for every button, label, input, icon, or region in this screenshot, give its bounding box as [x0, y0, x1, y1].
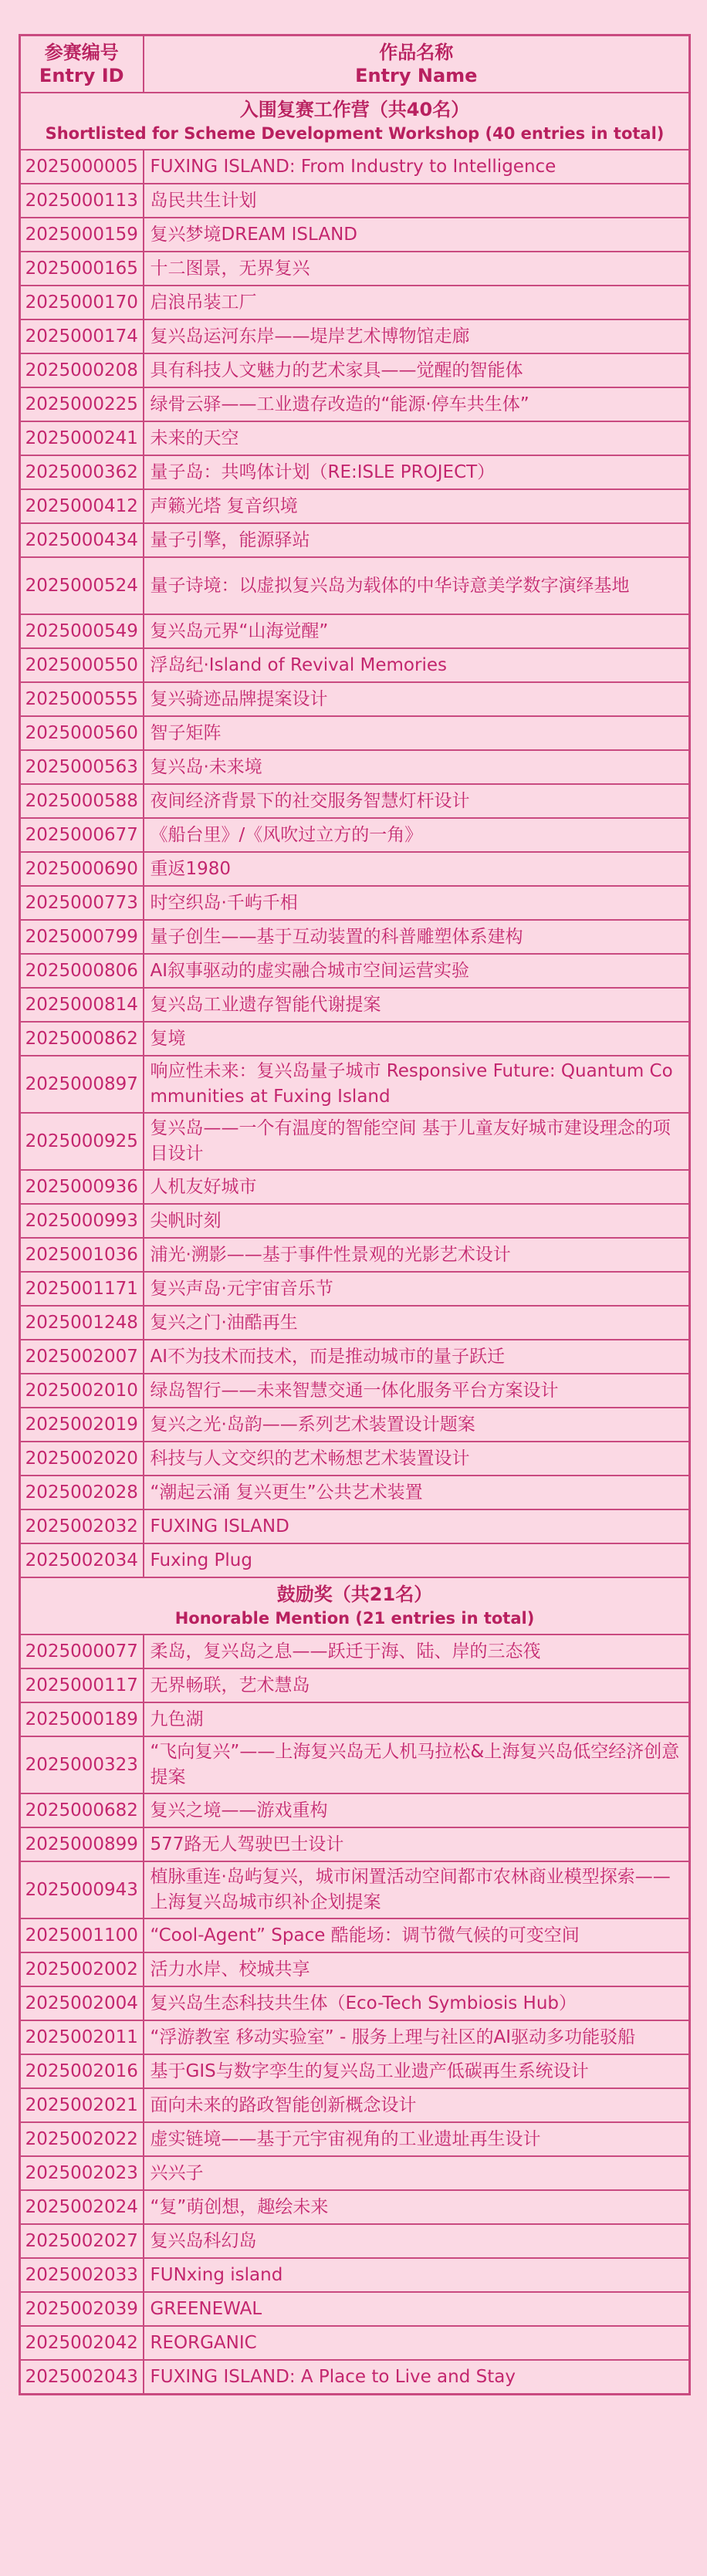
entry-id-cell: 2025000077: [20, 1635, 144, 1668]
table-row: [20, 557, 690, 614]
entry-id-cell: 2025001100: [20, 1918, 144, 1952]
section-title: [20, 1577, 690, 1635]
table-row: [20, 1827, 690, 1861]
entry-name-cell: 复兴岛科幻岛: [144, 2224, 690, 2258]
entry-id-cell: 2025000814: [20, 988, 144, 1022]
table-row: [20, 218, 690, 252]
table-row: [20, 920, 690, 954]
entry-id-cell: 2025000225: [20, 387, 144, 421]
entry-name-cell: “潮起云涌 复兴更生”公共艺术装置: [144, 1476, 690, 1509]
entry-name-cell: 复兴之门·油酷再生: [144, 1306, 690, 1340]
entry-id-cell: 2025000936: [20, 1170, 144, 1204]
table-row: [20, 150, 690, 184]
entry-id-cell: 2025002033: [20, 2258, 144, 2292]
entry-name-cell: 无界畅联，艺术慧岛: [144, 1668, 690, 1702]
entry-id-cell: 2025002020: [20, 1442, 144, 1476]
entry-name-cell: 绿岛智行——未来智慧交通一体化服务平台方案设计: [144, 1374, 690, 1408]
header-entry-name-en: Entry Name: [355, 65, 478, 86]
entry-id-cell: 2025002011: [20, 2020, 144, 2054]
table-row: [20, 1793, 690, 1827]
entry-id-cell: 2025002019: [20, 1408, 144, 1442]
table-row: [20, 1861, 690, 1918]
results-document: [19, 34, 688, 2395]
table-row: [20, 716, 690, 750]
table-header-row: [20, 35, 690, 93]
entry-name-cell: 智子矩阵: [144, 716, 690, 750]
entry-name-cell: FUNxing island: [144, 2258, 690, 2292]
entry-id-cell: 2025002022: [20, 2122, 144, 2156]
entry-id-cell: 2025000943: [20, 1861, 144, 1918]
entry-name-cell: “浮游教室 移动实验室” - 服务上理与社区的AI驱动多功能驳船: [144, 2020, 690, 2054]
table-row: [20, 1736, 690, 1793]
table-row: [20, 1668, 690, 1702]
entry-name-cell: “Cool-Agent” Space 酷能场：调节微气候的可变空间: [144, 1918, 690, 1952]
section-title-zh: 鼓励奖（共21名）: [276, 1584, 433, 1605]
table-row: [20, 2020, 690, 2054]
table-row: [20, 2326, 690, 2360]
entry-name-cell: 复兴声岛·元宇宙音乐节: [144, 1272, 690, 1306]
table-row: [20, 353, 690, 387]
entry-name-cell: 量子岛：共鸣体计划（RE:ISLE PROJECT）: [144, 455, 690, 489]
section-header-row: [20, 1577, 690, 1635]
entry-name-cell: FUXING ISLAND: A Place to Live and Stay: [144, 2360, 690, 2395]
header-entry-name: [144, 35, 690, 93]
header-entry-name-zh: 作品名称: [379, 42, 454, 63]
entry-name-cell: AI叙事驱动的虚实融合城市空间运营实验: [144, 954, 690, 988]
entry-name-cell: 兴兴子: [144, 2156, 690, 2190]
entry-name-cell: 量子引擎，能源驿站: [144, 523, 690, 557]
entry-name-cell: 复兴岛·未来境: [144, 750, 690, 784]
entry-id-cell: 2025000677: [20, 818, 144, 852]
entry-id-cell: 2025002004: [20, 1986, 144, 2020]
entry-name-cell: 浮岛纪·Island of Revival Memories: [144, 648, 690, 682]
entry-id-cell: 2025000323: [20, 1736, 144, 1793]
table-row: [20, 1340, 690, 1374]
entry-name-cell: 复兴岛运河东岸——堤岸艺术博物馆走廊: [144, 319, 690, 353]
entry-id-cell: 2025000174: [20, 319, 144, 353]
table-row: [20, 886, 690, 920]
entry-id-cell: 2025000208: [20, 353, 144, 387]
entry-id-cell: 2025000412: [20, 489, 144, 523]
table-row: [20, 523, 690, 557]
entry-name-cell: 虚实链境——基于元宇宙视角的工业遗址再生设计: [144, 2122, 690, 2156]
entry-id-cell: 2025002032: [20, 1509, 144, 1543]
entry-name-cell: 九色湖: [144, 1702, 690, 1736]
entry-id-cell: 2025000899: [20, 1827, 144, 1861]
entry-id-cell: 2025002016: [20, 2054, 144, 2088]
table-row: [20, 1374, 690, 1408]
entry-name-cell: 人机友好城市: [144, 1170, 690, 1204]
table-row: [20, 387, 690, 421]
entry-id-cell: 2025002043: [20, 2360, 144, 2395]
entry-name-cell: 复兴岛工业遗存智能代谢提案: [144, 988, 690, 1022]
entry-name-cell: 岛民共生计划: [144, 184, 690, 218]
entry-id-cell: 2025000563: [20, 750, 144, 784]
entry-name-cell: 基于GIS与数字孪生的复兴岛工业遗产低碳再生系统设计: [144, 2054, 690, 2088]
section-title-zh: 入围复赛工作营（共40名）: [239, 99, 470, 120]
section-header-row: [20, 93, 690, 150]
entry-id-cell: 2025000159: [20, 218, 144, 252]
entry-id-cell: 2025002042: [20, 2326, 144, 2360]
table-row: [20, 1022, 690, 1056]
table-row: [20, 784, 690, 818]
entry-id-cell: 2025000806: [20, 954, 144, 988]
table-row: [20, 2088, 690, 2122]
entry-name-cell: 声籁光塔 复音织境: [144, 489, 690, 523]
entry-name-cell: 未来的天空: [144, 421, 690, 455]
section-title-en: Shortlisted for Scheme Development Workshop (40 entries in total): [45, 124, 665, 143]
table-row: [20, 1056, 690, 1113]
entry-id-cell: 2025000165: [20, 252, 144, 286]
entry-id-cell: 2025000897: [20, 1056, 144, 1113]
entry-id-cell: 2025000862: [20, 1022, 144, 1056]
entry-name-cell: 复兴骑迹品牌提案设计: [144, 682, 690, 716]
entry-id-cell: 2025000555: [20, 682, 144, 716]
entry-id-cell: 2025002027: [20, 2224, 144, 2258]
table-row: [20, 1204, 690, 1238]
entry-id-cell: 2025000682: [20, 1793, 144, 1827]
entry-name-cell: 尖帆时刻: [144, 1204, 690, 1238]
entry-id-cell: 2025000005: [20, 150, 144, 184]
entry-id-cell: 2025002007: [20, 1340, 144, 1374]
table-row: [20, 988, 690, 1022]
table-row: [20, 682, 690, 716]
entry-name-cell: 柔岛，复兴岛之息——跃迁于海、陆、岸的三态筏: [144, 1635, 690, 1668]
header-entry-id-zh: 参赛编号: [44, 42, 119, 63]
entry-id-cell: 2025000117: [20, 1668, 144, 1702]
table-row: [20, 1952, 690, 1986]
entry-id-cell: 2025000588: [20, 784, 144, 818]
entry-name-cell: 量子诗境：以虚拟复兴岛为载体的中华诗意美学数字演绎基地: [144, 557, 690, 614]
entry-id-cell: 2025002021: [20, 2088, 144, 2122]
entry-name-cell: 响应性未来：复兴岛量子城市 Responsive Future: Quantum Communities at Fuxing Island: [144, 1056, 690, 1113]
entry-id-cell: 2025000773: [20, 886, 144, 920]
entry-name-cell: 复兴岛生态科技共生体（Eco-Tech Symbiosis Hub）: [144, 1986, 690, 2020]
entry-name-cell: FUXING ISLAND: From Industry to Intelligence: [144, 150, 690, 184]
table-row: [20, 421, 690, 455]
entry-id-cell: 2025000690: [20, 852, 144, 886]
entry-name-cell: “飞向复兴”——上海复兴岛无人机马拉松&上海复兴岛低空经济创意提案: [144, 1736, 690, 1793]
entry-name-cell: 绿骨云驿——工业遗存改造的“能源·停车共生体”: [144, 387, 690, 421]
entry-id-cell: 2025002010: [20, 1374, 144, 1408]
table-row: [20, 818, 690, 852]
entry-name-cell: 《船台里》/《风吹过立方的一角》: [144, 818, 690, 852]
table-row: [20, 1113, 690, 1170]
table-row: [20, 1702, 690, 1736]
entry-name-cell: AI不为技术而技术，而是推动城市的量子跃迁: [144, 1340, 690, 1374]
entry-name-cell: 启浪吊装工厂: [144, 286, 690, 319]
entry-name-cell: 面向未来的路政智能创新概念设计: [144, 2088, 690, 2122]
table-row: [20, 455, 690, 489]
table-row: [20, 1543, 690, 1577]
entry-name-cell: Fuxing Plug: [144, 1543, 690, 1577]
header-entry-id-en: Entry ID: [39, 65, 124, 86]
entry-id-cell: 2025000113: [20, 184, 144, 218]
table-row: [20, 1918, 690, 1952]
entry-name-cell: 复兴岛——一个有温度的智能空间 基于儿童友好城市建设理念的项目设计: [144, 1113, 690, 1170]
entry-name-cell: 时空织岛·千屿千相: [144, 886, 690, 920]
entry-id-cell: 2025000434: [20, 523, 144, 557]
entry-id-cell: 2025000362: [20, 455, 144, 489]
table-row: [20, 1476, 690, 1509]
entry-name-cell: 量子创生——基于互动装置的科普雕塑体系建构: [144, 920, 690, 954]
table-row: [20, 2224, 690, 2258]
entry-id-cell: 2025000560: [20, 716, 144, 750]
entry-id-cell: 2025001171: [20, 1272, 144, 1306]
table-row: [20, 2190, 690, 2224]
table-row: [20, 2122, 690, 2156]
section-title: [20, 93, 690, 150]
table-row: [20, 286, 690, 319]
table-row: [20, 1238, 690, 1272]
entry-name-cell: 复兴之光·岛韵——系列艺术装置设计题案: [144, 1408, 690, 1442]
entry-id-cell: 2025002039: [20, 2292, 144, 2326]
table-row: [20, 1986, 690, 2020]
entry-name-cell: 植脉重连·岛屿复兴，城市闲置活动空间都市农林商业模型探索——上海复兴岛城市织补企划提案: [144, 1861, 690, 1918]
table-row: [20, 319, 690, 353]
table-row: [20, 1306, 690, 1340]
entry-name-cell: 复兴之境——游戏重构: [144, 1793, 690, 1827]
table-row: [20, 852, 690, 886]
entry-id-cell: 2025000799: [20, 920, 144, 954]
entry-id-cell: 2025001248: [20, 1306, 144, 1340]
table-row: [20, 2054, 690, 2088]
entry-id-cell: 2025000993: [20, 1204, 144, 1238]
entry-id-cell: 2025002023: [20, 2156, 144, 2190]
entry-id-cell: 2025000549: [20, 614, 144, 648]
entry-id-cell: 2025002024: [20, 2190, 144, 2224]
table-row: [20, 1170, 690, 1204]
table-row: [20, 184, 690, 218]
entry-name-cell: 复境: [144, 1022, 690, 1056]
entry-id-cell: 2025002028: [20, 1476, 144, 1509]
table-row: [20, 2292, 690, 2326]
entry-name-cell: 复兴梦境DREAM ISLAND: [144, 218, 690, 252]
table-row: [20, 1408, 690, 1442]
entry-name-cell: 十二图景，无界复兴: [144, 252, 690, 286]
entry-name-cell: 夜间经济背景下的社交服务智慧灯杆设计: [144, 784, 690, 818]
table-row: [20, 2360, 690, 2395]
entry-name-cell: REORGANIC: [144, 2326, 690, 2360]
entry-id-cell: 2025000925: [20, 1113, 144, 1170]
table-row: [20, 648, 690, 682]
entry-id-cell: 2025000550: [20, 648, 144, 682]
table-body: [20, 93, 690, 2395]
entry-name-cell: “复”萌创想，趣绘未来: [144, 2190, 690, 2224]
entry-id-cell: 2025000189: [20, 1702, 144, 1736]
entry-name-cell: 577路无人驾驶巴士设计: [144, 1827, 690, 1861]
table-row: [20, 1635, 690, 1668]
entry-id-cell: 2025002034: [20, 1543, 144, 1577]
entry-name-cell: FUXING ISLAND: [144, 1509, 690, 1543]
table-row: [20, 252, 690, 286]
entry-name-cell: 复兴岛元界“山海觉醒”: [144, 614, 690, 648]
header-entry-id: [20, 35, 144, 93]
table-row: [20, 1272, 690, 1306]
table-row: [20, 614, 690, 648]
entry-name-cell: 科技与人文交织的艺术畅想艺术装置设计: [144, 1442, 690, 1476]
entry-name-cell: GREENEWAL: [144, 2292, 690, 2326]
entry-name-cell: 具有科技人文魅力的艺术家具——觉醒的智能体: [144, 353, 690, 387]
entry-id-cell: 2025000241: [20, 421, 144, 455]
entry-name-cell: 浦光·溯影——基于事件性景观的光影艺术设计: [144, 1238, 690, 1272]
table-row: [20, 489, 690, 523]
table-row: [20, 750, 690, 784]
table-row: [20, 1442, 690, 1476]
table-row: [20, 954, 690, 988]
entry-id-cell: 2025001036: [20, 1238, 144, 1272]
table-row: [20, 2156, 690, 2190]
table-row: [20, 1509, 690, 1543]
section-title-en: Honorable Mention (21 entries in total): [174, 1609, 535, 1628]
results-table: [19, 34, 691, 2395]
entry-id-cell: 2025000170: [20, 286, 144, 319]
entry-id-cell: 2025000524: [20, 557, 144, 614]
entry-name-cell: 重返1980: [144, 852, 690, 886]
table-row: [20, 2258, 690, 2292]
entry-name-cell: 活力水岸、校城共享: [144, 1952, 690, 1986]
entry-id-cell: 2025002002: [20, 1952, 144, 1986]
